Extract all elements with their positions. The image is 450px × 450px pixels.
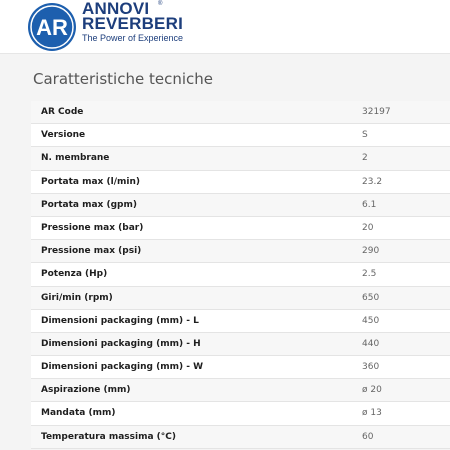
spec-row	[31, 356, 450, 379]
spec-value: 2.5	[362, 269, 377, 280]
spec-value: 440	[362, 338, 380, 349]
spec-value: 360	[362, 362, 380, 373]
spec-row	[31, 310, 450, 333]
spec-value: 32197	[362, 107, 391, 117]
spec-value: S	[362, 130, 368, 141]
site-header	[0, 0, 450, 54]
spec-label: Giri/min (rpm)	[41, 292, 113, 303]
spec-label: Versione	[41, 130, 86, 141]
spec-label: Portata max (l/min)	[41, 176, 140, 187]
ar-logo-icon[interactable]	[27, 2, 77, 52]
spec-row	[31, 287, 450, 310]
spec-label: Potenza (Hp)	[41, 269, 108, 280]
spec-value: 2	[362, 153, 368, 164]
spec-label: Dimensioni packaging (mm) - H	[41, 338, 201, 349]
section-title: Caratteristiche tecniche	[33, 70, 213, 88]
brand-wordmark[interactable]	[82, 1, 183, 44]
spec-row	[31, 402, 450, 425]
registered-mark: ®	[158, 1, 163, 7]
spec-value: 290	[362, 246, 380, 257]
spec-value: 650	[362, 292, 380, 303]
svg-text:AR: AR	[36, 15, 68, 40]
spec-row	[31, 426, 450, 449]
spec-table	[31, 101, 450, 449]
brand-name-line1: ANNOVI	[82, 0, 150, 18]
spec-value: ø 20	[362, 385, 382, 396]
spec-row	[31, 101, 450, 124]
brand-tagline: The Power of Experience	[82, 33, 184, 43]
spec-row	[31, 333, 450, 356]
spec-value: 6.1	[362, 199, 377, 210]
spec-row	[31, 124, 450, 147]
spec-row	[31, 147, 450, 170]
spec-label: Dimensioni packaging (mm) - W	[41, 362, 204, 373]
spec-value: 60	[362, 431, 374, 442]
spec-label: AR Code	[41, 107, 84, 117]
spec-row	[31, 194, 450, 217]
spec-label: Portata max (gpm)	[41, 199, 137, 210]
spec-row	[31, 171, 450, 194]
spec-label: Pressione max (bar)	[41, 222, 144, 233]
spec-label: Temperatura massima (°C)	[41, 431, 177, 442]
spec-label: N. membrane	[41, 153, 110, 164]
spec-value: 450	[362, 315, 380, 326]
spec-label: Dimensioni packaging (mm) - L	[41, 315, 199, 326]
spec-row	[31, 217, 450, 240]
spec-label: Mandata (mm)	[41, 408, 116, 419]
spec-row	[31, 240, 450, 263]
spec-value: ø 13	[362, 408, 382, 419]
spec-value: 20	[362, 222, 374, 233]
spec-row	[31, 263, 450, 286]
spec-label: Pressione max (psi)	[41, 246, 142, 257]
spec-row	[31, 379, 450, 402]
spec-value: 23.2	[362, 176, 383, 187]
spec-label: Aspirazione (mm)	[41, 385, 131, 396]
brand-name-line2: REVERBERI	[82, 14, 183, 33]
